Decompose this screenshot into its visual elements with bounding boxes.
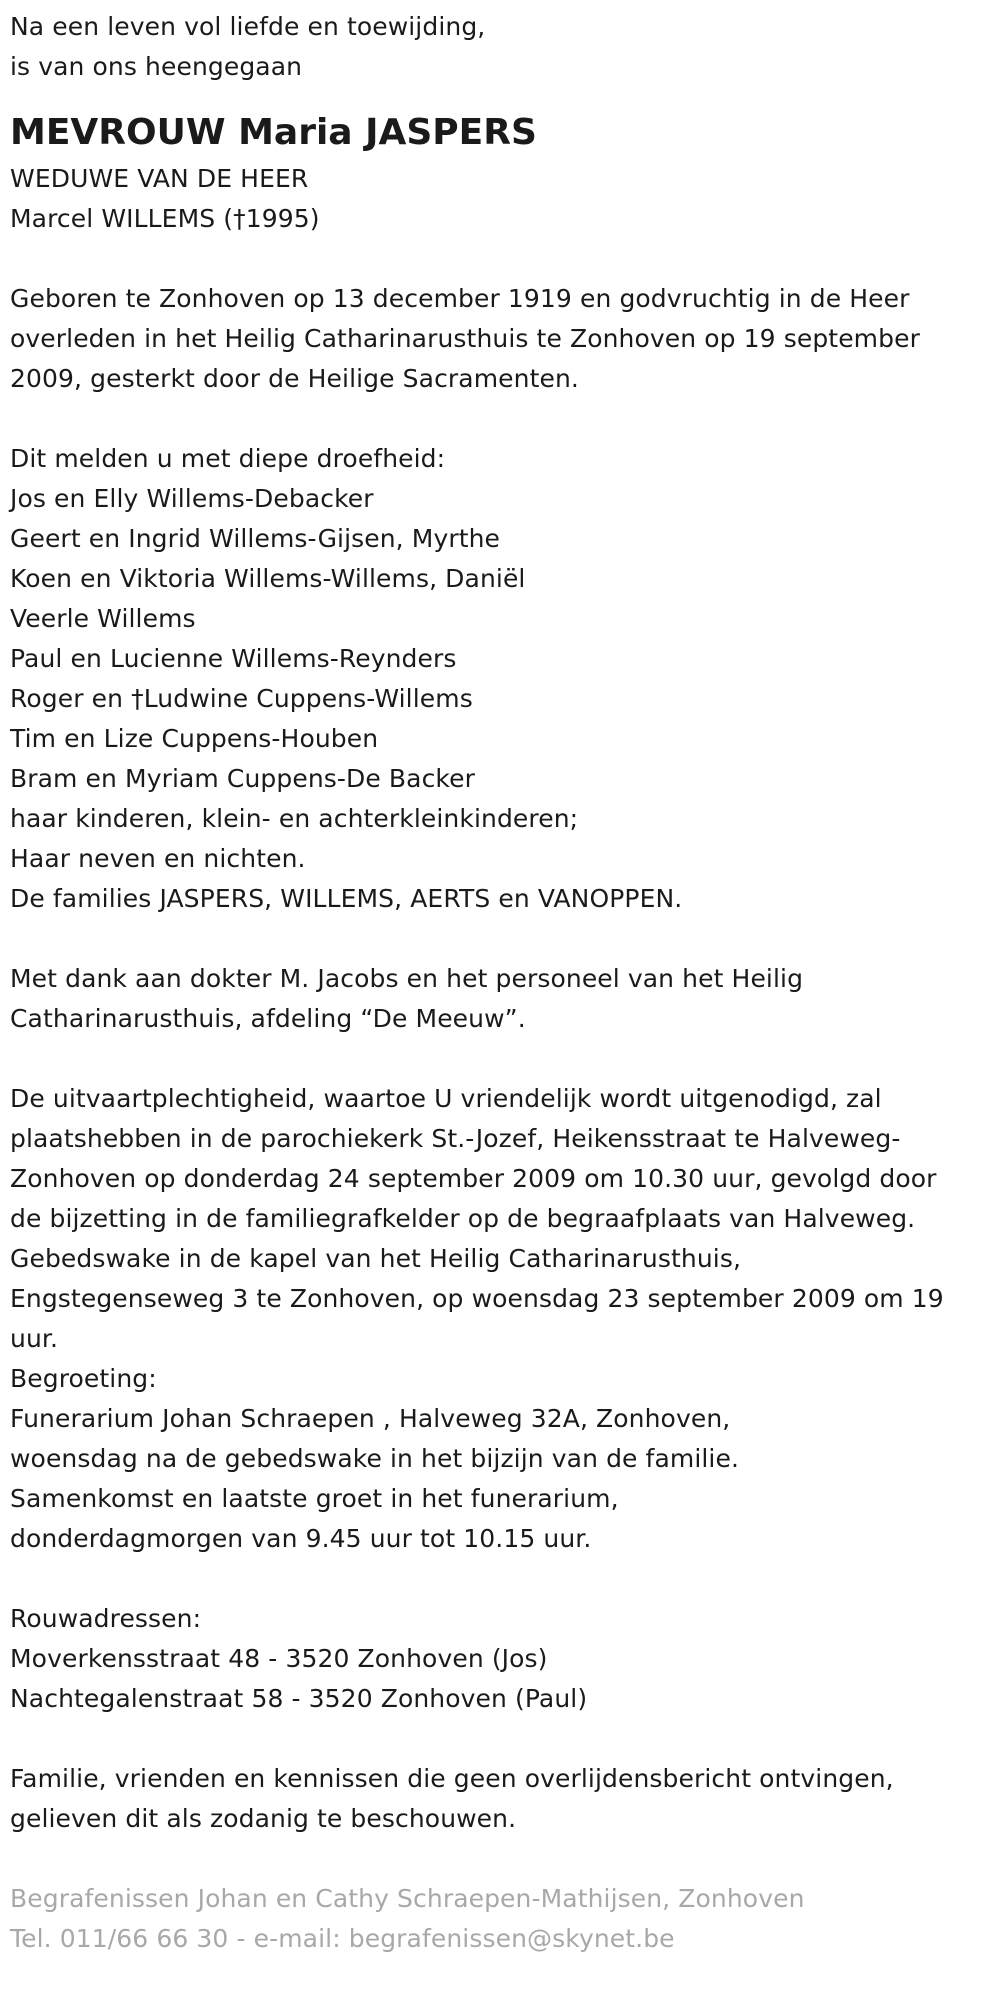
ceremony-line: plaatshebben in de parochiekerk St.-Jozef, Heikensstraat te Halveweg- (10, 1124, 901, 1153)
footer-contact-line: Tel. 011/66 66 30 - e-mail: begrafenissen@skynet.be (10, 1924, 675, 1953)
birth-death-line: overleden in het Heilig Catharinarusthuis te Zonhoven op 19 september (10, 324, 920, 353)
family-line: haar kinderen, klein- en achterkleinkinderen; (10, 804, 579, 833)
addresses-section (10, 1599, 1000, 1719)
address-line: Nachtegalenstraat 58 - 3520 Zonhoven (Paul) (10, 1684, 588, 1713)
notice-line: Familie, vrienden en kennissen die geen overlijdensbericht ontvingen, (10, 1764, 894, 1793)
relation-line: WEDUWE VAN DE HEER (10, 164, 309, 193)
thanks-line: Catharinarusthuis, afdeling “De Meeuw”. (10, 1004, 526, 1033)
ceremony-line: Begroeting: (10, 1364, 157, 1393)
family-line: Haar neven en nichten. (10, 844, 306, 873)
footer-line: Begrafenissen Johan en Cathy Schraepen-Mathijsen, Zonhoven (10, 1884, 805, 1913)
family-line: Dit melden u met diepe droefheid: (10, 444, 446, 473)
funeral-home-footer (10, 1879, 1000, 1959)
family-line: Koen en Viktoria Willems-Willems, Daniël (10, 564, 526, 593)
deceased-section (10, 107, 1000, 239)
addresses-heading: Rouwadressen: (10, 1604, 202, 1633)
ceremony-line: De uitvaartplechtigheid, waartoe U vriendelijk wordt uitgenodigd, zal (10, 1084, 882, 1113)
family-section (10, 439, 1000, 919)
ceremony-line: Funerarium Johan Schraepen , Halveweg 32A, Zonhoven, (10, 1404, 731, 1433)
thanks-line: Met dank aan dokter M. Jacobs en het personeel van het Heilig (10, 964, 804, 993)
intro-line: is van ons heengegaan (10, 52, 303, 81)
notice-section (10, 1759, 1000, 1839)
ceremony-line: Gebedswake in de kapel van het Heilig Catharinarusthuis, (10, 1244, 742, 1273)
family-line: Paul en Lucienne Willems-Reynders (10, 644, 457, 673)
ceremony-line: de bijzetting in de familiegrafkelder op de begraafplaats van Halveweg. (10, 1204, 916, 1233)
notice-line: gelieven dit als zodanig te beschouwen. (10, 1804, 517, 1833)
birth-death-section (10, 279, 1000, 399)
ceremony-line: woensdag na de gebedswake in het bijzijn van de familie. (10, 1444, 740, 1473)
family-line: Tim en Lize Cuppens-Houben (10, 724, 379, 753)
deceased-name: MEVROUW Maria JASPERS (10, 112, 537, 153)
ceremony-line: uur. (10, 1324, 59, 1353)
thanks-section (10, 959, 1000, 1039)
relation-line: Marcel WILLEMS (†1995) (10, 204, 320, 233)
family-line: Roger en †Ludwine Cuppens-Willems (10, 684, 473, 713)
family-line: Jos en Elly Willems-Debacker (10, 484, 374, 513)
ceremony-line: Engstegenseweg 3 te Zonhoven, op woensdag 23 september 2009 om 19 (10, 1284, 944, 1313)
birth-death-line: Geboren te Zonhoven op 13 december 1919 en godvruchtig in de Heer (10, 284, 910, 313)
ceremony-line: donderdagmorgen van 9.45 uur tot 10.15 uur. (10, 1524, 592, 1553)
birth-death-line: 2009, gesterkt door de Heilige Sacramenten. (10, 364, 579, 393)
ceremony-line: Samenkomst en laatste groet in het funerarium, (10, 1484, 619, 1513)
family-line: Bram en Myriam Cuppens-De Backer (10, 764, 475, 793)
intro-section (10, 7, 1000, 87)
address-line: Moverkensstraat 48 - 3520 Zonhoven (Jos) (10, 1644, 548, 1673)
family-line: Veerle Willems (10, 604, 196, 633)
family-line: Geert en Ingrid Willems-Gijsen, Myrthe (10, 524, 501, 553)
ceremony-section (10, 1079, 1000, 1559)
ceremony-line: Zonhoven op donderdag 24 september 2009 om 10.30 uur, gevolgd door (10, 1164, 937, 1193)
intro-line: Na een leven vol liefde en toewijding, (10, 12, 486, 41)
family-line: De families JASPERS, WILLEMS, AERTS en VANOPPEN. (10, 884, 683, 913)
